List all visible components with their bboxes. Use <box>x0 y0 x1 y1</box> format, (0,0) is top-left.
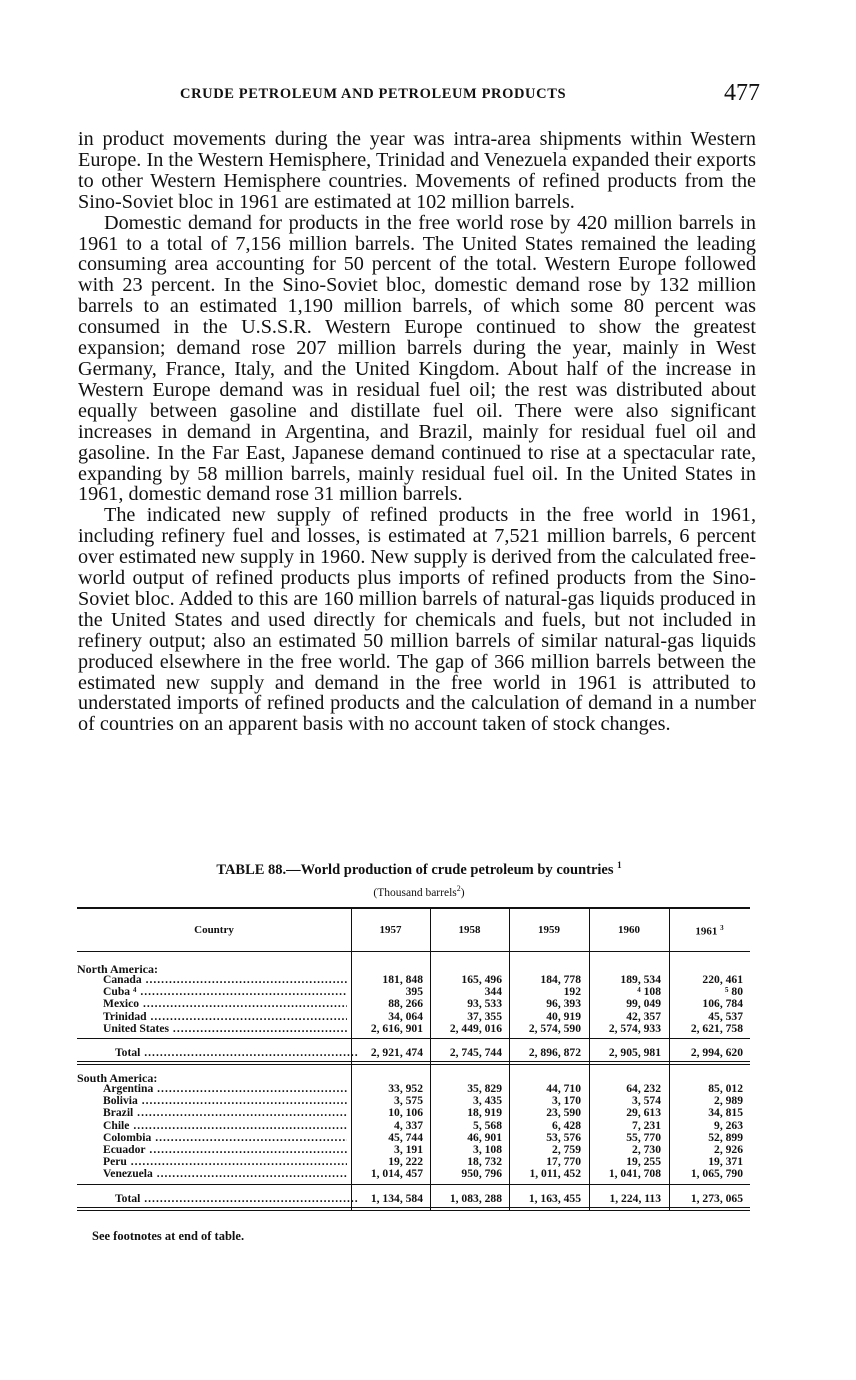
value-cell: 3, 435 <box>473 1094 502 1108</box>
value-cell: 2, 926 <box>714 1143 743 1156</box>
value-cell: 2, 616, 901 <box>370 1021 423 1035</box>
table-body <box>77 952 750 1211</box>
divider <box>77 1038 750 1039</box>
total-value-cell: 1, 273, 065 <box>690 1191 743 1205</box>
country-name: Peru ..... <box>103 1156 347 1168</box>
value-cell: 64, 232 <box>626 1082 661 1095</box>
value-cell: 1, 014, 457 <box>370 1167 423 1181</box>
value-cell: 3, 191 <box>394 1143 423 1156</box>
country-name: Bolivia ..... <box>103 1095 347 1107</box>
country-name: Chile ..... <box>103 1120 347 1132</box>
column-header-1961: 1961 $^3$ <box>695 924 724 938</box>
table-caption-text: TABLE 88.—World production of crude petroleum by countries <box>216 861 614 878</box>
value-cell: 3, 108 <box>473 1143 502 1156</box>
total-value-cell: 2, 745, 744 <box>449 1046 502 1059</box>
country-name: Mexico ..... <box>103 998 347 1010</box>
value-cell: 2, 730 <box>632 1143 661 1156</box>
value-cell: 19, 255 <box>626 1155 661 1169</box>
value-cell: 1, 041, 708 <box>608 1167 661 1181</box>
column-header-1957: 1957 <box>379 924 402 936</box>
value-cell: 29, 613 <box>626 1106 661 1120</box>
value-cell: 2, 574, 933 <box>608 1021 661 1035</box>
value-cell: 35, 829 <box>467 1082 502 1095</box>
column-header-1958: 1958 <box>458 924 481 936</box>
country-name: Trinidad ..... <box>103 1011 347 1023</box>
country-name: Colombia ..... <box>103 1132 347 1144</box>
region-label: North America: <box>77 962 158 976</box>
table-header-row <box>77 909 750 952</box>
value-cell: 23, 590 <box>546 1106 581 1120</box>
total-value-cell: 2, 921, 474 <box>370 1046 423 1059</box>
value-cell: 18, 732 <box>467 1155 502 1169</box>
table-caption <box>78 860 760 879</box>
table-row <box>77 1095 750 1107</box>
table-row <box>77 998 750 1010</box>
table-row <box>77 974 750 986</box>
total-value-cell: 2, 994, 620 <box>690 1046 743 1059</box>
value-cell: 1, 065, 790 <box>690 1167 743 1181</box>
divider <box>77 1184 750 1185</box>
value-cell: 96, 393 <box>546 997 581 1011</box>
value-cell: 165, 496 <box>461 973 502 986</box>
total-value-cell: 2, 905, 981 <box>608 1046 661 1059</box>
value-cell: 17, 770 <box>546 1155 581 1169</box>
country-name: Venezuela ..... <box>103 1168 347 1180</box>
value-cell: 40, 919 <box>546 1009 581 1023</box>
table-unit-close: ) <box>460 886 465 899</box>
page-number: 477 <box>724 80 760 106</box>
value-cell: 3, 170 <box>552 1094 581 1108</box>
value-cell: 85, 012 <box>708 1082 743 1095</box>
paragraph: The indicated new supply of refined products in the free world in 1961, including refinery fuel and losses, is estimated at 7,521 million barrels, 6 percent over estimated new supply in 1960. New supply is derived from the calculated free-world output of refined products plus imports of refined products from the Sino-Soviet bloc. Added to this are 160 million barrels of natural-gas liquids produced in the United States and used directly for chemicals and fuels, but not included in refinery output; also an estimated 50 million barrels of similar natural-gas liquids produced elsewhere in the free world. The gap of 366 million barrels between the estimated new supply and demand in the free world in 1961 is attributed to understated imports of refined products and the calculation of demand in a number of countries on an apparent basis with no account taken of stock changes. <box>78 504 756 736</box>
table-row <box>77 1023 750 1035</box>
value-cell: 18, 919 <box>467 1106 502 1120</box>
running-title: CRUDE PETROLEUM AND PETROLEUM PRODUCTS <box>180 86 567 102</box>
table-row <box>77 1156 750 1168</box>
production-table <box>77 907 750 1211</box>
paragraph: Domestic demand for products in the free world rose by 420 million barrels in 1961 to a total of 7,156 million barrels. The United States remained the leading consuming area accounting for 50 percent of the total. Western Europe followed with 23 percent. In the Sino-Soviet bloc, domestic demand rose by 132 million barrels to an estimated 1,190 million barrels, of which some 80 percent was consumed in the U.S.S.R. Western Europe continued to show the greatest expansion; demand rose 207 million barrels during the year, mainly in West Germany, France, Italy, and the United Kingdom. About half of the increase in Western Europe demand was in residual fuel oil; the rest was distributed about equally between gasoline and distillate fuel oil. There were also significant increases in demand in Argentina, and Brazil, mainly for residual fuel oil and gasoline. In the Far East, Japanese demand continued to rise at a spectacular rate, expanding by 58 million barrels, mainly residual fuel oil. In the United States in 1961, domestic demand rose 31 million barrels. <box>78 211 756 506</box>
value-cell: 220, 461 <box>702 973 743 986</box>
value-cell: 44, 710 <box>546 1082 581 1095</box>
country-name: Brazil ..... <box>103 1107 347 1119</box>
value-cell: 2, 989 <box>714 1094 743 1108</box>
total-value-cell: 2, 896, 872 <box>528 1046 581 1059</box>
footnote-marker: 2 <box>456 884 461 893</box>
value-cell: 19, 222 <box>388 1155 423 1169</box>
table-unit-text: (Thousand barrels <box>373 886 457 899</box>
value-cell: 55, 770 <box>626 1130 661 1144</box>
value-cell: 34, 815 <box>708 1106 743 1120</box>
value-cell: 93, 533 <box>467 997 502 1011</box>
value-cell: 192 <box>563 985 581 999</box>
table-row <box>77 1107 750 1119</box>
value-cell: 5, 568 <box>473 1118 502 1132</box>
table-row <box>77 1011 750 1023</box>
table-unit <box>78 884 760 899</box>
value-cell: 46, 901 <box>467 1130 502 1144</box>
paragraph: in product movements during the year was intra-area shipments within Western Europe. In the Western Hemisphere, Trinidad and Venezuela expanded their exports to other Western Hemisphere countries. Movements of refined products from the Sino-Soviet bloc in 1961 are estimated at 102 million barrels. <box>78 128 756 213</box>
value-cell: 3, 574 <box>632 1094 661 1108</box>
country-name: Argentina ..... <box>103 1083 347 1095</box>
total-row <box>77 1047 750 1059</box>
country-name: Ecuador ..... <box>103 1144 347 1156</box>
value-cell: 181, 848 <box>382 973 423 986</box>
value-cell: 395 <box>405 985 423 999</box>
total-row <box>77 1193 750 1205</box>
value-cell: 34, 064 <box>388 1009 423 1023</box>
value-cell: 2, 574, 590 <box>528 1021 581 1035</box>
value-cell: 2, 621, 758 <box>690 1021 743 1035</box>
total-value-cell: 1, 224, 113 <box>609 1191 661 1205</box>
region-label: South America: <box>77 1071 158 1085</box>
value-cell: 184, 778 <box>540 973 581 986</box>
column-header-country: Country <box>194 924 234 936</box>
total-value-cell: 1, 083, 288 <box>449 1191 502 1205</box>
value-cell: 53, 576 <box>546 1130 581 1144</box>
value-cell: 37, 355 <box>467 1009 502 1023</box>
column-header-1959: 1959 <box>538 924 560 936</box>
running-head <box>80 80 760 108</box>
table-row <box>77 1132 750 1144</box>
value-cell: 4, 337 <box>394 1118 423 1132</box>
table-row <box>77 1083 750 1095</box>
country-name: United States ..... <box>103 1023 347 1035</box>
value-cell: 344 <box>484 985 502 999</box>
value-cell: 3, 575 <box>394 1094 423 1108</box>
value-cell: 7, 231 <box>632 1118 661 1132</box>
value-cell: 2, 449, 016 <box>449 1021 502 1035</box>
table-row <box>77 986 750 998</box>
table-row <box>77 1168 750 1180</box>
value-cell: 1, 011, 452 <box>529 1167 581 1181</box>
value-cell: 33, 952 <box>388 1082 423 1095</box>
value-cell: ⁴ 108 <box>637 985 661 999</box>
table-row <box>77 1120 750 1132</box>
value-cell: ⁵ 80 <box>725 985 743 999</box>
value-cell: 106, 784 <box>702 997 743 1011</box>
value-cell: 42, 357 <box>626 1009 661 1023</box>
column-header-1960: 1960 <box>618 924 640 936</box>
value-cell: 950, 796 <box>461 1167 502 1181</box>
value-cell: 19, 371 <box>708 1155 743 1169</box>
country-name: Canada ..... <box>103 974 347 986</box>
value-cell: 99, 049 <box>626 997 661 1011</box>
value-cell: 10, 106 <box>388 1106 423 1120</box>
value-cell: 45, 537 <box>708 1009 743 1023</box>
value-cell: 52, 899 <box>708 1130 743 1144</box>
value-cell: 88, 266 <box>388 997 423 1011</box>
double-rule <box>77 1061 750 1065</box>
value-cell: 189, 534 <box>620 973 661 986</box>
value-cell: 2, 759 <box>552 1143 581 1156</box>
footer-note: See footnotes at end of table. <box>92 1229 245 1243</box>
value-cell: 45, 744 <box>388 1130 423 1144</box>
country-name: Cuba ⁴ ..... <box>103 986 347 998</box>
body-text <box>78 129 756 735</box>
double-rule <box>77 1207 750 1211</box>
value-cell: 9, 263 <box>714 1118 743 1132</box>
value-cell: 6, 428 <box>552 1118 581 1132</box>
footnote-marker: 1 <box>617 860 622 870</box>
total-value-cell: 1, 134, 584 <box>370 1191 423 1205</box>
total-value-cell: 1, 163, 455 <box>528 1191 581 1205</box>
total-label: Total ..... <box>115 1193 359 1205</box>
table-row <box>77 1144 750 1156</box>
total-label: Total ..... <box>115 1047 359 1059</box>
